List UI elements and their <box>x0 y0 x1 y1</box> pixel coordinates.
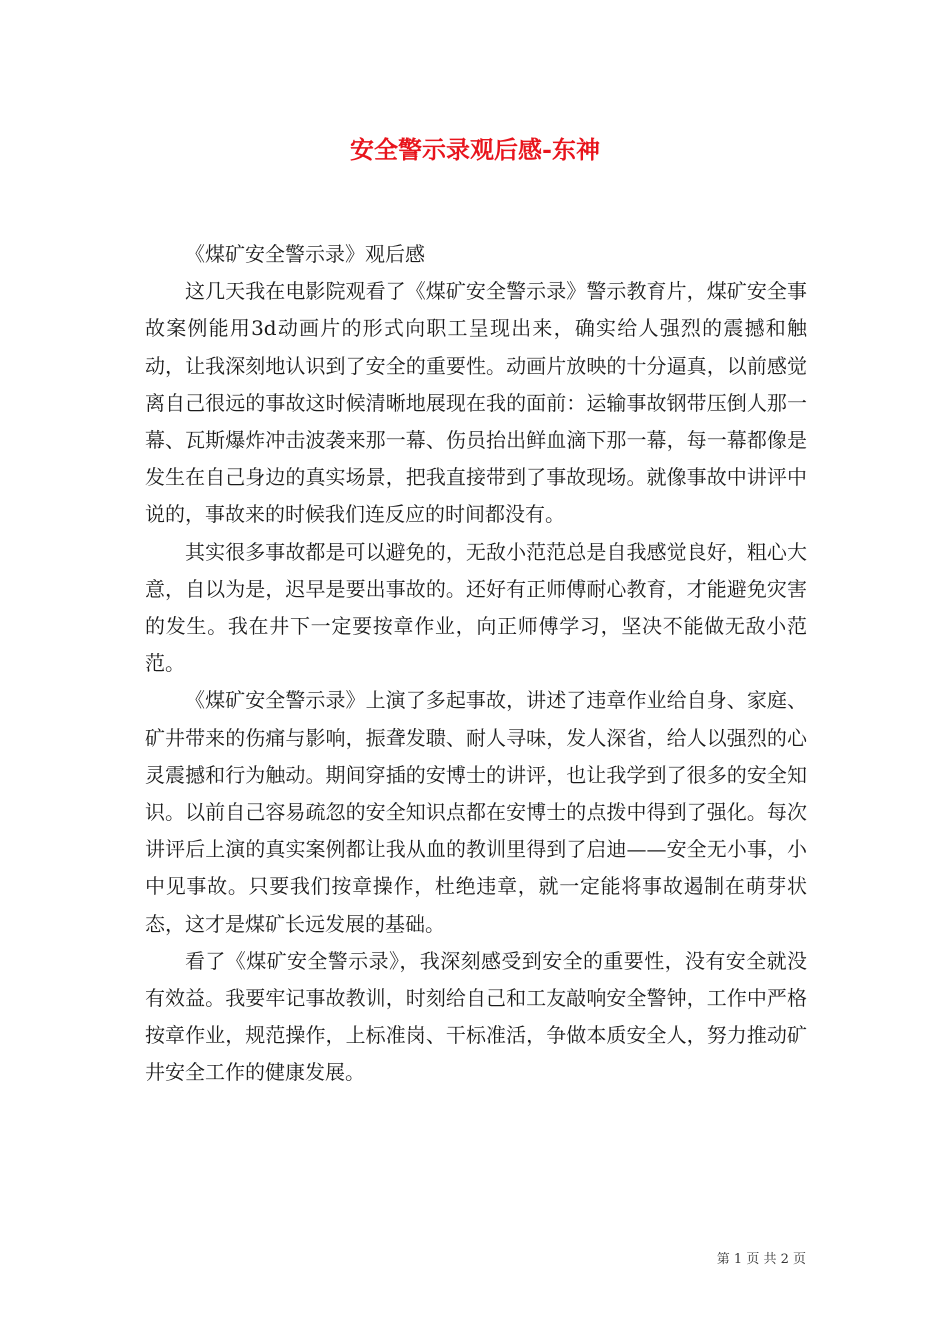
document-title: 安全警示录观后感-东神 <box>350 135 600 164</box>
document-body <box>145 236 807 1092</box>
paragraph-1: 这几天我在电影院观看了《煤矿安全警示录》警示教育片，煤矿安全事故案例能用3d动画片的形式向职工呈现出来，确实给人强烈的震撼和触动，让我深刻地认识到了安全的重要性。动画片放映的十分逼真，以前感觉离自己很远的事故这时候清晰地展现在我的面前：运输事故钢带压倒人那一幕、瓦斯爆炸冲击波袭来那一幕、伤员抬出鲜血滴下那一幕，每一幕都像是发生在自己身边的真实场景，把我直接带到了事故现场。就像事故中讲评中说的，事故来的时候我们连反应的时间都没有。 <box>145 279 807 527</box>
paragraph-3: 《煤矿安全警示录》上演了多起事故，讲述了违章作业给自身、家庭、矿井带来的伤痛与影响，振聋发聩、耐人寻味，发人深省，给人以强烈的心灵震撼和行为触动。期间穿插的安博士的讲评，也让我学到了很多的安全知识。以前自己容易疏忽的安全知识点都在安博士的点拨中得到了强化。每次讲评后上演的真实案例都让我从血的教训里得到了启迪——安全无小事，小中见事故。只要我们按章操作，杜绝违章，就一定能将事故遏制在萌芽状态，这才是煤矿长远发展的基础。 <box>145 688 807 936</box>
paragraph-4: 看了《煤矿安全警示录》，我深刻感受到安全的重要性，没有安全就没有效益。我要牢记事故教训，时刻给自己和工友敲响安全警钟，工作中严格按章作业，规范操作，上标准岗、干标准活，争做本质安全人，努力推动矿井安全工作的健康发展。 <box>145 948 807 1085</box>
document-subtitle: 《煤矿安全警示录》观后感 <box>185 242 425 266</box>
page-number: 第 1 页 共 2 页 <box>716 1252 806 1267</box>
paragraph-2: 其实很多事故都是可以避免的，无敌小范范总是自我感觉良好，粗心大意，自以为是，迟早是要出事故的。还好有正师傅耐心教育，才能避免灾害的发生。我在井下一定要按章作业，向正师傅学习，坚决不能做无敌小范范。 <box>145 539 807 676</box>
